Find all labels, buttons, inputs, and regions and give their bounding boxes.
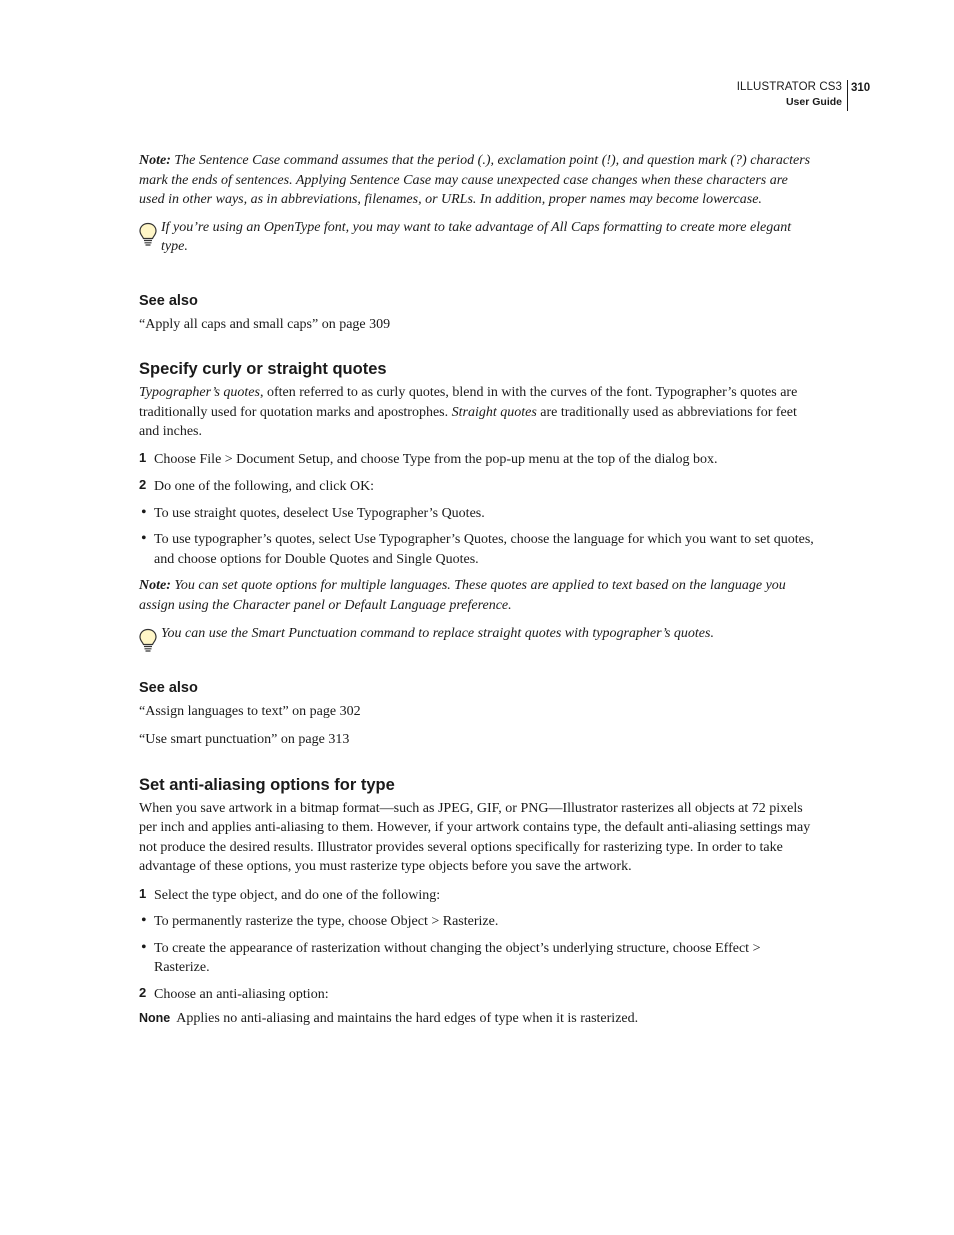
note-quote-options [139,576,815,615]
step-item [139,477,815,497]
tip-opentype [139,218,815,257]
step-item [139,886,815,906]
bullet-item [139,530,815,569]
bullet-text: To permanently rasterize the type, choose Object > Rasterize. [154,914,499,929]
bullet-item [139,504,815,524]
step-text: Do one of the following, and click OK: [154,479,375,494]
step-item [139,450,815,470]
step-text: Select the type object, and do one of the following: [154,887,441,903]
note-text: The Sentence Case command assumes that the period (.), exclamation point (!), and question mark (?) characters mark the ends of sentences. Applying Sentence Case may cause unexpected case changes when these characters are used in other ways, as in abbreviations, filenames, or URLs. In addition, proper names may become lowercase. [139,153,811,207]
tip-text: You can use the Smart Punctuation command to replace straight quotes with typographer’s quotes. [161,626,714,641]
step-text: Choose an anti-aliasing option: [154,986,329,1002]
bullet-dot: • [141,912,147,929]
bullet-text: To create the appearance of rasterization without changing the object’s underlying structure, choose Effect > Rasterize. [154,940,761,975]
intro-term-straight: Straight quotes [451,404,537,420]
note-text: You can set quote options for multiple languages. These quotes are applied to text based on the language you assign using the Character panel or Default Language preference. [139,578,786,613]
bullet-item [139,912,815,932]
intro-term-typographers: Typographer’s quotes [139,385,260,400]
bullet-dot: • [141,938,147,956]
intro-text: are traditionally used as abbreviations for feet and inches. [139,404,797,439]
antialias-intro: When you save artwork in a bitmap format—such as JPEG, GIF, or PNG—Illustrator rasterizes all objects at 72 pixels per inch and applies anti-aliasing to them. However, if your artwork contains type, the default anti-aliasing settings may not produce the desired results. Illustrator provides several options specifically for rasterizing type. In order to take advantage of these options, you must rasterize type objects before you save the artwork. [139,800,811,874]
step-number: 1 [139,885,147,901]
guide-name: User Guide [785,96,842,108]
option-term: None [139,1011,171,1025]
see-also-heading: See also [139,679,198,696]
product-name: ILLUSTRATOR CS3 [736,81,842,93]
lightbulb-icon [138,222,158,248]
bullet-text: To use typographer’s quotes, select Use Typographer’s Quotes, choose the language for which you want to set quotes, and choose options for Double Quotes and Single Quotes. [154,532,814,567]
bullet-dot: • [141,503,147,521]
step-item [139,985,815,1005]
xref-link[interactable]: “Assign languages to text” on page 302 [139,703,361,719]
xref-link[interactable]: “Apply all caps and small caps” on page 309 [139,316,391,332]
step-number: 1 [139,449,147,465]
note-sentence-case [139,151,815,210]
header-divider [847,80,848,111]
note-label: Note: [139,578,171,593]
bullet-text: To use straight quotes, deselect Use Typographer’s Quotes. [154,505,485,521]
intro-text: , often referred to as curly quotes, blend in with the curves of the font. Typographer’s quotes are traditionally used for quotation marks and apostrophes. [139,385,798,420]
xref-link[interactable]: “Use smart punctuation” on page 313 [139,732,350,747]
note-label: Note: [139,153,171,168]
section-heading-quotes: Specify curly or straight quotes [139,360,387,378]
page-body [139,151,815,1029]
option-text: Applies no anti-aliasing and maintains the hard edges of type when it is rasterized. [176,1011,639,1026]
step-number: 2 [139,477,147,492]
bullet-dot: • [141,530,147,547]
bullet-item [139,939,815,978]
option-definition [139,1009,815,1029]
see-also-heading: See also [139,292,198,309]
step-number: 2 [139,984,147,1000]
section-heading-antialiasing: Set anti-aliasing options for type [139,775,395,794]
lightbulb-icon [138,628,158,654]
tip-smart-punctuation [139,624,815,644]
step-text: Choose File > Document Setup, and choose Type from the pop-up menu at the top of the dialog box. [154,451,718,467]
quotes-intro [139,383,815,442]
running-header [737,79,842,109]
tip-text: If you’re using an OpenType font, you may want to take advantage of All Caps formatting to create more elegant type. [161,219,792,254]
page-number: 310 [851,82,871,94]
